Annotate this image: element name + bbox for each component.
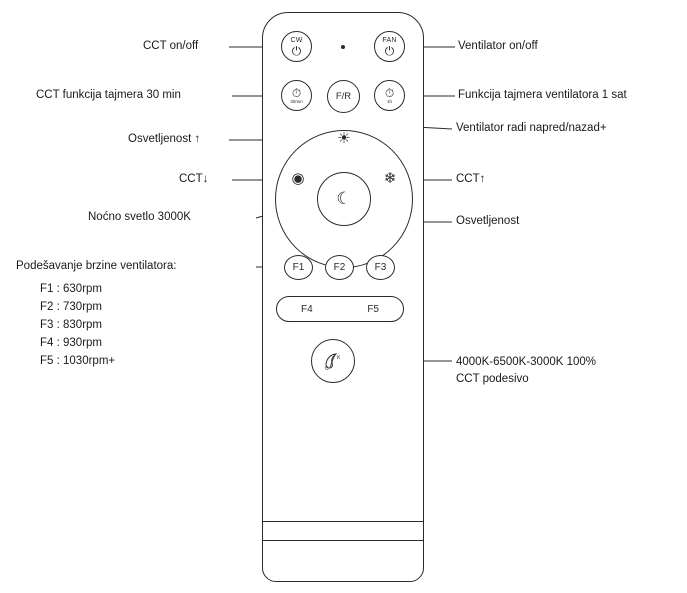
annotation-fan-speed-title: Podešavanje brzine ventilatora: <box>16 260 177 272</box>
annotation-night-light: Noćno svetlo 3000K <box>88 211 191 223</box>
annotation-fan-timer-1h: Funkcija tajmera ventilatora 1 sat <box>458 89 627 101</box>
f1-label: F1 <box>292 262 305 273</box>
f3-label: F3 <box>374 262 387 273</box>
brightness-up-icon[interactable]: ☀ <box>337 129 351 147</box>
annotation-fan-onoff: Ventilator on/off <box>458 40 538 52</box>
power-icon: ⏻ <box>291 43 302 58</box>
fan-speed-list <box>40 280 115 370</box>
annotation-cct-up: CCT↑ <box>456 173 486 185</box>
fan-power-cap: FAN <box>382 36 397 44</box>
f2-label: F2 <box>333 262 346 273</box>
annotation-cct-range-line2: CCT podesivo <box>456 373 529 385</box>
svg-text:C: C <box>325 366 329 372</box>
cct-timer-sublabel: 30min <box>290 98 303 104</box>
annotation-cct-onoff: CCT on/off <box>143 40 199 52</box>
annotation-cct-range-line1: 4000K-6500K-3000K 100% <box>456 356 597 368</box>
remote-seam-lower <box>262 540 424 541</box>
moon-icon: ☾ <box>336 189 352 208</box>
fan-speed-line: F2 : 730rpm <box>40 301 102 313</box>
annotation-cct-range <box>456 354 596 388</box>
annotation-cct-down: CCT↓ <box>179 173 209 185</box>
remote-seam-upper <box>262 521 424 522</box>
timer-icon: ⏱ <box>291 85 302 100</box>
cct-power-button[interactable] <box>281 31 312 62</box>
fan-timer-sublabel: 1h <box>386 98 393 104</box>
forward-reverse-button[interactable] <box>327 80 360 113</box>
annotation-brightness-up: Osvetljenost ↑ <box>128 133 201 145</box>
cct-timer-button[interactable] <box>281 80 312 111</box>
fan-speed-line: F4 : 930rpm <box>40 337 102 349</box>
fan-speed-f3-button[interactable] <box>366 255 395 280</box>
annotation-brightness: Osvetljenost <box>456 215 520 227</box>
fan-speed-line: F1 : 630rpm <box>40 283 102 295</box>
fan-speed-line: F5 : 1030rpm+ <box>40 355 116 367</box>
cct-adjust-icon <box>320 348 346 374</box>
fan-speed-f4-f5-button-pair[interactable] <box>276 296 404 322</box>
svg-text:K: K <box>337 355 341 361</box>
fan-power-button[interactable] <box>374 31 405 62</box>
fan-speed-f2-button[interactable] <box>325 255 354 280</box>
annotation-cct-timer-30min: CCT funkcija tajmera 30 min <box>36 89 181 101</box>
timer-icon: ⏱ <box>384 85 395 100</box>
led-indicator <box>341 45 345 49</box>
night-light-button[interactable] <box>317 172 371 226</box>
annotation-fan-forward-reverse: Ventilator radi napred/nazad+ <box>456 122 607 134</box>
fan-speed-f1-button[interactable] <box>284 255 313 280</box>
f4-label[interactable]: F4 <box>301 303 313 315</box>
forward-reverse-label: F/R <box>335 90 352 102</box>
power-icon: ⏻ <box>384 43 395 58</box>
f5-label[interactable]: F5 <box>367 303 379 315</box>
cct-power-cap: CW <box>290 36 303 44</box>
fan-speed-line: F3 : 830rpm <box>40 319 102 331</box>
fan-timer-button[interactable] <box>374 80 405 111</box>
cct-up-snowflake-icon[interactable]: ❄ <box>383 169 397 187</box>
cct-adjust-button[interactable] <box>311 339 355 383</box>
cct-down-icon[interactable]: ◉ <box>291 169 305 187</box>
